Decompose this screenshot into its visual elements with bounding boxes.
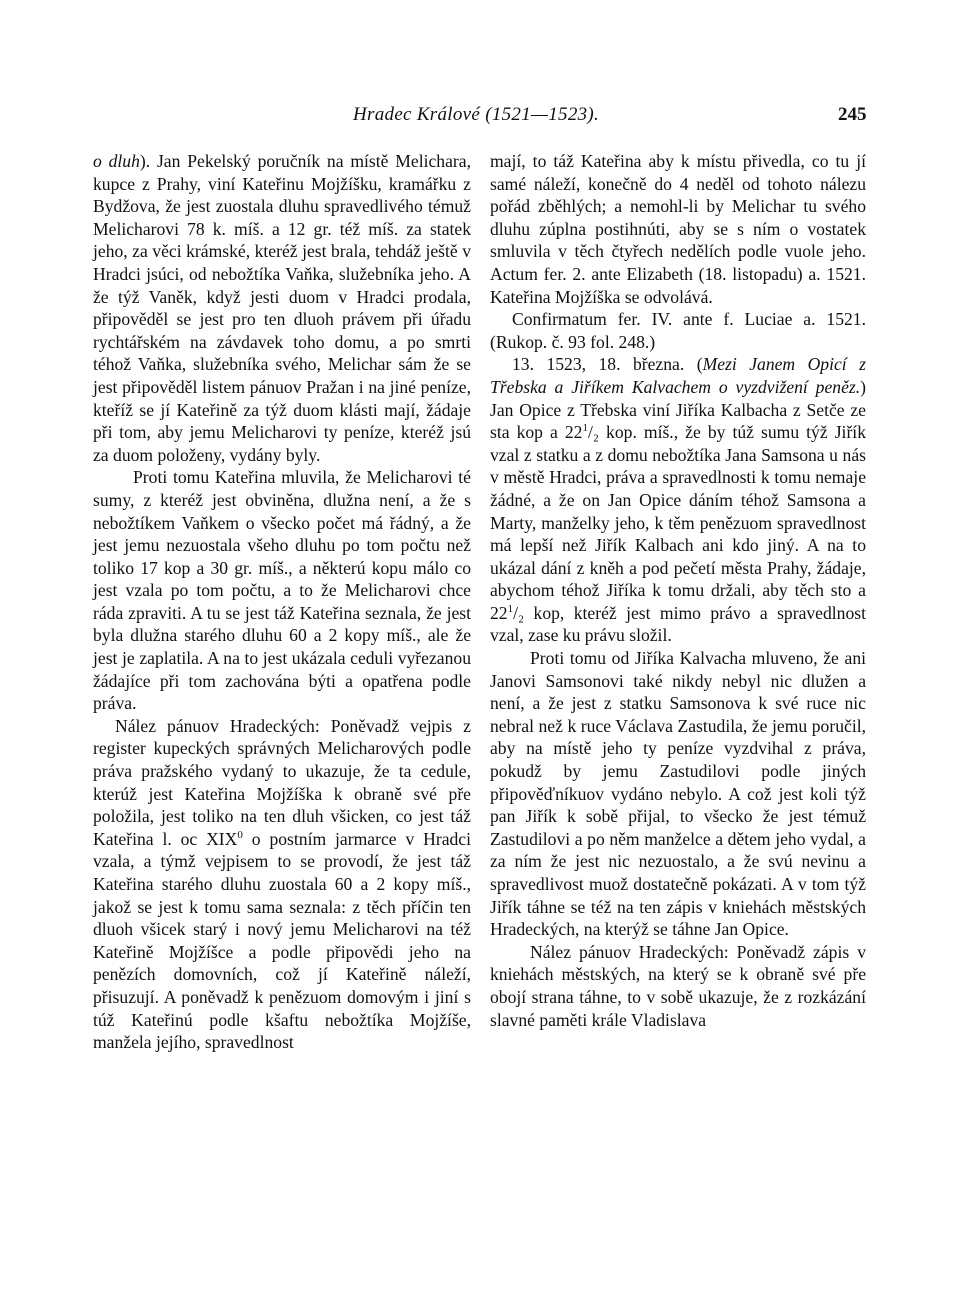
text-run: ). Jan Pekelský poručník na místě Melichara, kupce z Prahy, viní Kateřinu Mojžíšku, kramářku z Bydžova, že jest zuostala dluhu spravedlivého témuž Melicharovi 78 k. míš. a 12 gr. též míš. za statek jeho, za věci krámské, kteréž jest brala, tehdáž ještě v Hradci jsúci, od nebožtíka Vaňka, služebníka jeho. A že týž Vaněk, když jesti duom v Hradci prodala, připověděl se jest pro ten dluoh právem při úřadu rychtářském na závdavek toho domu, a po smrti téhož Vaňka, služebníka svého, Melichar sám že se jest připověděl listem pánuov Pražan i na jiné peníze, kteříž se jí Kateřině za týž duom klásti mají, žádaje při tom, aby jemu Melicharovi ty peníze, kteréž jsú za duom položeny, vydány byly. [93,151,471,465]
left-column [93,150,471,1054]
italic-text: o dluh [93,151,140,171]
superscript: 1 [582,422,588,435]
paragraph [93,150,471,466]
running-head-title: Hradec Králové (1521—1523). [353,104,600,125]
paragraph [93,715,471,1054]
paragraph: Confirmatum fer. IV. ante f. Luciae a. 1521. (Rukop. č. 93 fol. 248.) [490,309,866,352]
paragraph: Proti tomu od Jiříka Kalvacha mluveno, že ani Janovi Samsonovi také nikdy nebyl nic dlužen a není, a že jest z statku Samsonova k své ruce nic nebral než k ruce Václava Zastudila, že jemu poručil, aby na místě jeho ty peníze vyzdvihal z práva, pokudž by jemu Zastudilovi podle jiných připověďníkuov vydáno nebylo. A což jest koli týž pan Jiřík k sobě přijal, to všecko že jest témuž Zastudilovi a po něm manželce a dětem jeho vydal, a za ním že jest nic nezuostalo, a že svú nevinu a spravedlivost muož dostatečně pokázati. A v tom týž Jiřík táhne se též na ten zápis v kniehách městských Hradeckých, na kterýž se táhne Jan Opice. [490,648,866,940]
paragraph: Proti tomu Kateřina mluvila, že Melicharovi té sumy, z kteréž jest obviněna, dlužna není, a že s nebožtíkem Vaňkem o všecko počet má řádný, a že jest jemu nezuostala všeho dluhu po tom počtu než toliko 17 kop a 30 gr. míš., a některú kopu málo co jest vzala po tom počtu, a to že Melicharovi chce ráda zpraviti. A tu se jest táž Kateřina seznala, že jest byla dlužna starého dluhu 60 a 2 kopy míš., ale že jest je zaplatila. A na to jest ukázala ceduli vyřezanou žádajíce při tom zachována býti a opatřena podle práva. [93,467,471,714]
page-number: 245 [838,104,867,125]
text-run: o postním jarmarce v Hradci vzala, a týmž vejpisem to se provodí, že jest táž Kateřina starého dluhu zuostala 60 a 2 kopy míš., jakož se jest k tomu sama seznala: z těch příčin ten dluoh všicek starý i nový jemu Melicharovi na též Kateřině Mojžíšce a podle připovědi jeho na penězích domovních, což jí Kateřině náleží, přisuzují. A poněvadž k penězuom domovým i jiní s túž Kateřinú podle kšaftu nebožtíka Mojžíše, manžela jejího, spravedlnost [93,828,471,1053]
right-column [490,150,866,1031]
paragraph [490,353,866,647]
text-run: ) Jan Opice z Třebska viní Jiříka Kalbacha z Setče ze sta kop a 22 [490,376,866,443]
running-head [0,104,960,134]
italic-text: Mezi Janem Opicí z Třebska a Jiříkem Kalvachem o vyzdvižení peněz. [490,354,866,397]
paragraph: mají, to táž Kateřina aby k místu přivedla, co tu jí samé náleží, konečně do 4 neděl od tohoto nálezu pořád zběhlých; a nemohl-li by Melichar tu svého dluhu zúplna postihnúti, aby se s ním o vostatek smluvila v těch čtyřech nedělích podle vuole jeho. Actum fer. 2. ante Elizabeth (18. listopadu) a. 1521. Kateřina Mojžíška se odvolává. [490,151,866,307]
text-run: 13. 1523, 18. března. ( [512,354,703,375]
superscript: 1 [507,603,514,616]
text-run: /₂ kop. míš., že by túž sumu týž Jiřík vzal z statku a z domu nebožtíka Jana Samsona u nás v městě Hradci, práva a spravedlnosti k tomu nemaje žádné, a že on Jan Opice dáním téhož Samsona a Marty, manželky jeho, k těm penězuom spravedlnost má lepší než Jiřík Kalbach ani kdo jiný. A na to ukázal dání z kněh a pod pečetí města Prahy, žádaje, abychom téhož Jiříka k tomu držali, aby těch sto a 22 [490,422,866,623]
text-run: Nález pánuov Hradeckých: Poněvadž vejpis z register kupeckých správných Melicharových podle práva pražského vydaný to ukazuje, že ta cedule, kterúž jest Kateřina Mojžíška k obraně své pře položila, jest toliko na ten dluh všicken, co jest táž Kateřina l. oc XIX [93,715,471,849]
paragraph: Nález pánuov Hradeckých: Poněvadž zápis v kniehách městských, na který se k obraně své pře obojí strana táhne, to v sobě ukazuje, že z rozkázání slavné paměti krále Vladislava [490,941,866,1030]
superscript: 0 [237,828,243,841]
text-run: /₂ kop, kteréž jest mimo právo a spravedlnost vzal, zase ku právu složil. [490,602,866,646]
